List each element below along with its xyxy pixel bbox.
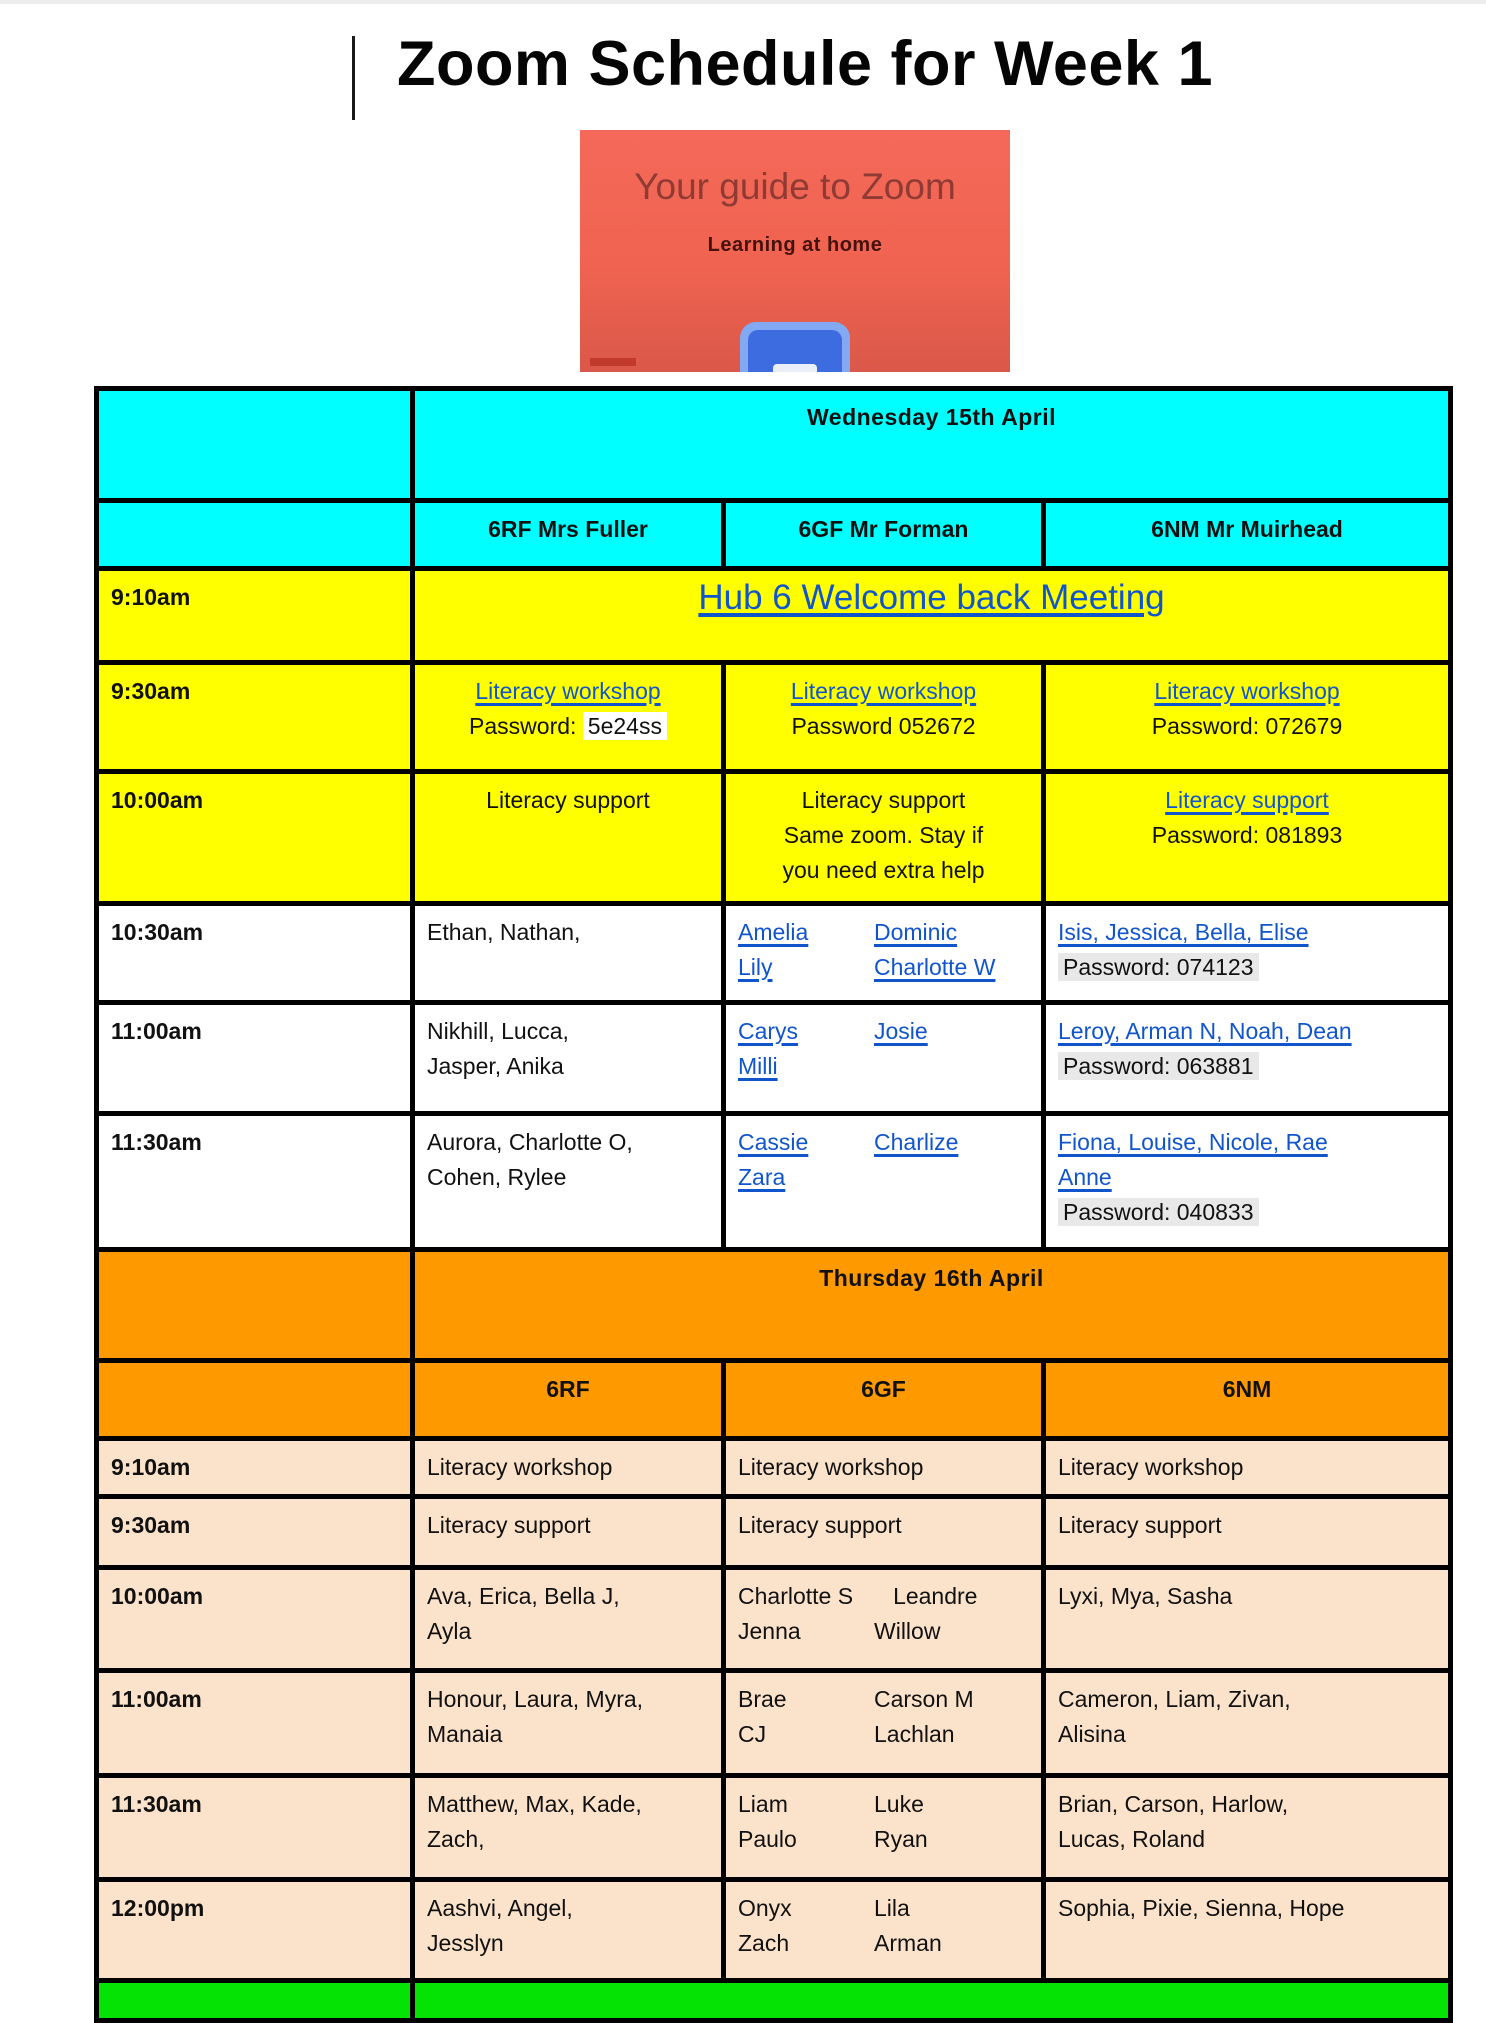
schedule-table (94, 386, 1453, 2023)
schedule-cell (1044, 1671, 1451, 1776)
table-row (97, 389, 1451, 501)
zoom-meeting-link[interactable]: Leroy, Arman N, Noah, Dean (1058, 1018, 1352, 1044)
cell-line (738, 1682, 1029, 1717)
cell-line (1058, 1049, 1436, 1084)
cell-text: Nikhill, Lucca, (427, 1018, 569, 1044)
cell-text: Cameron, Liam, Zivan, (1058, 1686, 1291, 1712)
column-header-1: 6GF Mr Forman (724, 501, 1044, 569)
cell-line (427, 1125, 709, 1160)
window-top-strip (0, 0, 1486, 4)
time-cell: 9:10am (97, 1439, 413, 1497)
friday-day-header-partial (413, 1981, 1451, 2021)
cell-line (738, 1450, 1029, 1485)
schedule-cell (1044, 1114, 1451, 1250)
cell-text: Carson M (874, 1686, 974, 1712)
schedule-cell (413, 1776, 724, 1880)
time-cell: 9:30am (97, 663, 413, 772)
meeting-password: Password: 040833 (1058, 1198, 1259, 1226)
cell-text: Aurora, Charlotte O, (427, 1129, 633, 1155)
cell-line (738, 709, 1029, 744)
schedule-cell (1044, 772, 1451, 904)
cell-text: Willow (874, 1618, 941, 1644)
table-row (97, 1361, 1451, 1439)
cell-text: Ayla (427, 1618, 472, 1644)
schedule-cell (413, 772, 724, 904)
table-row (97, 904, 1451, 1003)
zoom-meeting-link[interactable]: Literacy workshop (790, 678, 977, 704)
meeting-password: Password: 063881 (1058, 1052, 1259, 1080)
zoom-meeting-link[interactable]: Zara (738, 1164, 786, 1190)
table-row (97, 1114, 1451, 1250)
corner-cell (97, 501, 413, 569)
wednesday-day-header: Wednesday 15th April (413, 389, 1451, 501)
cell-line (1058, 1508, 1436, 1543)
cell-line (427, 1717, 709, 1752)
cell-text: Literacy support (1058, 1512, 1222, 1538)
schedule-cell (1044, 1568, 1451, 1671)
table-row (97, 663, 1451, 772)
cell-line (738, 674, 1029, 709)
cell-line (738, 1614, 1029, 1649)
zoom-meeting-link[interactable]: Anne (1058, 1164, 1112, 1190)
zoom-meeting-link[interactable]: Literacy workshop (1154, 678, 1340, 704)
zoom-meeting-link[interactable]: Hub 6 Welcome back Meeting (698, 578, 1165, 617)
zoom-meeting-link[interactable]: Charlize (874, 1129, 959, 1155)
cell-line (738, 1014, 1029, 1049)
schedule-cell (413, 1880, 724, 1981)
time-cell: 11:30am (97, 1114, 413, 1250)
cell-line (427, 1160, 709, 1195)
cell-line (1058, 1579, 1436, 1614)
corner-cell (97, 389, 413, 501)
column-header-0: 6RF Mrs Fuller (413, 501, 724, 569)
cell-text: Literacy workshop (738, 1454, 924, 1480)
time-cell: 11:30am (97, 1776, 413, 1880)
cell-text: Cohen, Rylee (427, 1164, 567, 1190)
zoom-meeting-link[interactable]: Literacy support (1165, 787, 1329, 813)
cell-line (1058, 783, 1436, 818)
cell-text: Lachlan (874, 1721, 955, 1747)
cell-line (427, 1822, 709, 1857)
schedule-cell (1044, 663, 1451, 772)
schedule-cell (724, 1114, 1044, 1250)
cell-line (1058, 1014, 1436, 1049)
cell-text: Luke (874, 1791, 924, 1817)
cell-text: Honour, Laura, Myra, (427, 1686, 644, 1712)
table-row (97, 1439, 1451, 1497)
cell-line (1058, 1891, 1436, 1926)
cell-line (1058, 1160, 1436, 1195)
meeting-password: Password: (469, 713, 583, 739)
schedule-cell (413, 1568, 724, 1671)
cell-text: Literacy support (427, 1512, 591, 1538)
cell-line (1058, 950, 1436, 985)
cell-line (427, 1450, 709, 1485)
cell-line (738, 1717, 1029, 1752)
time-cell: 9:30am (97, 1497, 413, 1568)
schedule-cell (413, 1003, 724, 1114)
cell-line (738, 1508, 1029, 1543)
cell-line (427, 915, 709, 950)
time-cell: 12:00pm (97, 1880, 413, 1981)
time-cell: 10:30am (97, 904, 413, 1003)
cell-line (738, 818, 1029, 853)
camera-icon (773, 364, 817, 372)
column-header-1: 6GF (724, 1361, 1044, 1439)
schedule-cell (724, 1497, 1044, 1568)
cell-text: Lila (874, 1895, 910, 1921)
cell-line (1058, 1125, 1436, 1160)
column-header-2: 6NM (1044, 1361, 1451, 1439)
table-row (97, 1776, 1451, 1880)
time-cell: 10:00am (97, 1568, 413, 1671)
table-row (97, 1250, 1451, 1361)
meeting-password: Password: 072679 (1151, 713, 1343, 739)
cell-line (738, 853, 1029, 888)
cell-line (427, 1682, 709, 1717)
cell-line (738, 1926, 1029, 1961)
meeting-password: Password: 081893 (1151, 822, 1343, 848)
zoom-meeting-link[interactable]: Josie (874, 1018, 928, 1044)
cell-text: Brian, Carson, Harlow, (1058, 1791, 1289, 1817)
meeting-password: Password 052672 (791, 713, 976, 739)
cell-text: Charlotte S (738, 1583, 854, 1609)
cell-line (1058, 915, 1436, 950)
cell-text: Ryan (874, 1826, 928, 1852)
cell-text: Arman (874, 1930, 942, 1956)
cell-line (738, 1579, 1029, 1614)
zoom-meeting-link[interactable]: Dominic (874, 919, 958, 945)
cell-line (427, 1508, 709, 1543)
cell-line (738, 1891, 1029, 1926)
cell-text: Lyxi, Mya, Sasha (1058, 1583, 1233, 1609)
cell-text: Matthew, Max, Kade, (427, 1791, 642, 1817)
cell-line (427, 1049, 709, 1084)
zoom-meeting-link[interactable]: Milli (738, 1053, 778, 1079)
zoom-video-icon-inner (748, 330, 842, 372)
schedule-cell (413, 1497, 724, 1568)
table-row (97, 1981, 1451, 2021)
time-cell: 10:00am (97, 772, 413, 904)
schedule-cell (1044, 1003, 1451, 1114)
cell-text: Ava, Erica, Bella J, (427, 1583, 620, 1609)
corner-cell (97, 1361, 413, 1439)
cell-text: Literacy support (738, 1512, 902, 1538)
cell-line (1058, 709, 1436, 744)
cell-text: Jesslyn (427, 1930, 504, 1956)
cell-line (1058, 818, 1436, 853)
banner-subheading: Learning at home (707, 234, 883, 256)
cell-line (427, 709, 709, 744)
meeting-password: Password: 074123 (1058, 953, 1259, 981)
friday-corner-cell (97, 1981, 413, 2021)
time-cell: 11:00am (97, 1671, 413, 1776)
schedule-cell (724, 1568, 1044, 1671)
schedule-cell (724, 1671, 1044, 1776)
cell-line (1058, 1450, 1436, 1485)
cell-line (427, 1926, 709, 1961)
cell-line (427, 1014, 709, 1049)
cell-line (738, 1125, 1029, 1160)
cell-text: Literacy workshop (1058, 1454, 1244, 1480)
cell-line (1058, 1787, 1436, 1822)
zoom-video-icon (740, 322, 850, 372)
banner-progress-bar (590, 358, 636, 366)
meeting-password: 5e24ss (583, 712, 667, 740)
cell-text: Paulo (738, 1826, 797, 1852)
schedule-cell (413, 663, 724, 772)
cell-text: Sophia, Pixie, Sienna, Hope (1058, 1895, 1345, 1921)
cell-text: Zach (738, 1930, 790, 1956)
cell-text: Literacy support (801, 787, 966, 813)
cell-line (738, 1049, 1029, 1084)
schedule-cell (724, 1439, 1044, 1497)
cell-line (738, 1160, 1029, 1195)
document-title: Zoom Schedule for Week 1 (396, 29, 1214, 99)
cell-line (738, 950, 1029, 985)
schedule-cell (413, 1671, 724, 1776)
cell-text: Liam (738, 1791, 788, 1817)
cell-text: Literacy support (486, 787, 650, 813)
cell-line (1058, 1195, 1436, 1230)
time-cell: 9:10am (97, 569, 413, 663)
cell-line (738, 783, 1029, 818)
cell-text: Zach, (427, 1826, 485, 1852)
cell-text: Onyx (738, 1895, 792, 1921)
table-row (97, 1003, 1451, 1114)
cell-text: you need extra help (782, 857, 985, 883)
zoom-meeting-link[interactable]: Isis, Jessica, Bella, Elise (1058, 919, 1309, 945)
zoom-meeting-link[interactable]: Charlotte W (874, 954, 996, 980)
cell-text: Ethan, Nathan, (427, 919, 581, 945)
column-header-2: 6NM Mr Muirhead (1044, 501, 1451, 569)
zoom-meeting-link[interactable]: Lily (738, 954, 773, 980)
banner-heading: Your guide to Zoom (634, 166, 956, 207)
cell-text: Alisina (1058, 1721, 1126, 1747)
cell-line (1058, 1682, 1436, 1717)
cell-line (427, 674, 709, 709)
schedule-cell (724, 1003, 1044, 1114)
schedule-cell (724, 772, 1044, 904)
schedule-cell (1044, 1439, 1451, 1497)
schedule-cell (1044, 1497, 1451, 1568)
cell-line (1058, 1822, 1436, 1857)
cell-text: Brae (738, 1686, 787, 1712)
zoom-meeting-link[interactable]: Amelia (738, 919, 809, 945)
zoom-meeting-link[interactable]: Cassie (738, 1129, 809, 1155)
corner-cell (97, 1250, 413, 1361)
cell-text: Leandre (893, 1583, 978, 1609)
zoom-meeting-link[interactable]: Fiona, Louise, Nicole, Rae (1058, 1129, 1328, 1155)
cell-line (427, 1891, 709, 1926)
table-row (97, 501, 1451, 569)
cell-text: Jenna (738, 1618, 801, 1644)
cell-line (427, 783, 709, 818)
schedule-cell (724, 904, 1044, 1003)
cell-text: Aashvi, Angel, (427, 1895, 573, 1921)
zoom-guide-banner[interactable] (580, 130, 1010, 372)
cell-text: Literacy workshop (427, 1454, 613, 1480)
cell-text: Jasper, Anika (427, 1053, 564, 1079)
schedule-cell (413, 1439, 724, 1497)
table-row (97, 1671, 1451, 1776)
cell-text: CJ (738, 1721, 767, 1747)
table-row (97, 569, 1451, 663)
cell-line (738, 1822, 1029, 1857)
cell-line (427, 1579, 709, 1614)
table-row (97, 1497, 1451, 1568)
cell-line (427, 580, 1436, 619)
schedule-cell (1044, 904, 1451, 1003)
cell-line (738, 1787, 1029, 1822)
table-row (97, 1880, 1451, 1981)
time-cell: 11:00am (97, 1003, 413, 1114)
zoom-meeting-link[interactable]: Carys (738, 1018, 799, 1044)
table-row (97, 1568, 1451, 1671)
thursday-day-header: Thursday 16th April (413, 1250, 1451, 1361)
schedule-cell (1044, 1776, 1451, 1880)
cell-line (427, 1614, 709, 1649)
cell-line (1058, 674, 1436, 709)
merged-schedule-cell (413, 569, 1451, 663)
cell-line (738, 915, 1029, 950)
schedule-cell (413, 904, 724, 1003)
schedule-cell (1044, 1880, 1451, 1981)
cell-line (427, 1787, 709, 1822)
cell-text: Same zoom. Stay if (783, 822, 984, 848)
cell-line (1058, 1717, 1436, 1752)
schedule-cell (724, 1880, 1044, 1981)
cell-text: Manaia (427, 1721, 503, 1747)
schedule-cell (724, 1776, 1044, 1880)
table-row (97, 772, 1451, 904)
column-header-0: 6RF (413, 1361, 724, 1439)
schedule-cell (724, 663, 1044, 772)
zoom-meeting-link[interactable]: Literacy workshop (475, 678, 661, 704)
schedule-cell (413, 1114, 724, 1250)
cell-text: Lucas, Roland (1058, 1826, 1206, 1852)
